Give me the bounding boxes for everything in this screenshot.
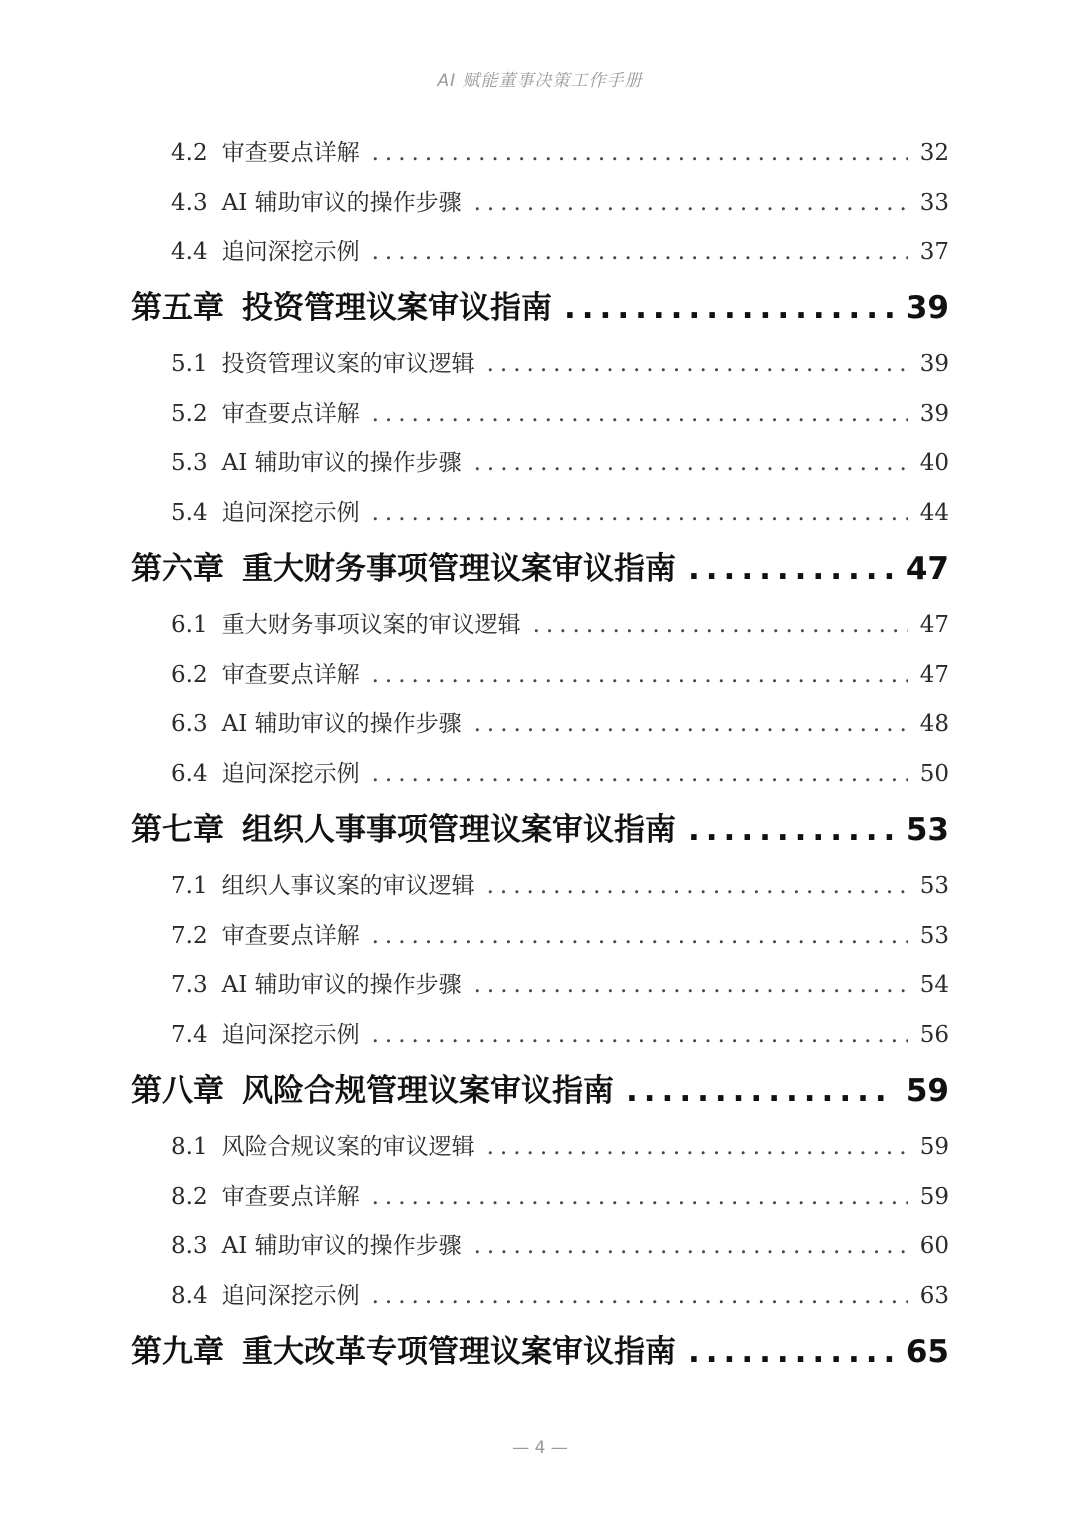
chapter-title: 风险合规管理议案审议指南: [242, 1073, 614, 1109]
section-number: 7.1: [171, 873, 208, 899]
section-title: 投资管理议案的审议逻辑: [221, 351, 475, 377]
dot-leader: [474, 190, 908, 216]
toc-entry-chapter[interactable]: [131, 1065, 949, 1110]
section-number: 8.2: [171, 1184, 208, 1210]
dot-leader: [372, 401, 908, 427]
dot-leader: [564, 290, 894, 326]
toc-entry-chapter[interactable]: [131, 804, 949, 849]
page-number: 65: [905, 1334, 949, 1370]
section-title: 组织人事议案的审议逻辑: [221, 873, 475, 899]
dot-leader: [688, 812, 894, 848]
page-number: 53: [905, 812, 949, 848]
section-number: 5.4: [171, 500, 208, 526]
section-number: 4.3: [171, 190, 208, 216]
section-title: 追问深挖示例: [221, 1022, 360, 1048]
page-number: 50: [919, 761, 949, 787]
section-number: 7.4: [171, 1022, 208, 1048]
toc-entry-chapter[interactable]: [131, 282, 949, 327]
page-number: 47: [919, 612, 949, 638]
chapter-number: 第九章: [131, 1334, 224, 1370]
dot-leader: [688, 1334, 894, 1370]
toc-entry-section[interactable]: [171, 494, 949, 527]
page-number: 33: [919, 190, 949, 216]
dot-leader: [626, 1073, 894, 1109]
section-title: 风险合规议案的审议逻辑: [221, 1134, 475, 1160]
dot-leader: [487, 1134, 908, 1160]
page-number: 53: [919, 923, 949, 949]
chapter-title: 重大改革专项管理议案审议指南: [242, 1334, 676, 1370]
toc-entry-section[interactable]: [171, 1178, 949, 1211]
page-number: 47: [905, 551, 949, 587]
page-number: 53: [919, 873, 949, 899]
dot-leader: [474, 711, 908, 737]
dot-leader: [474, 972, 908, 998]
section-number: 6.2: [171, 662, 208, 688]
section-title: 追问深挖示例: [221, 500, 360, 526]
toc-entry-chapter[interactable]: [131, 543, 949, 588]
dot-leader: [372, 923, 908, 949]
toc-entry-section[interactable]: [171, 966, 949, 999]
dot-leader: [372, 1283, 908, 1309]
chapter-title: 组织人事事项管理议案审议指南: [242, 812, 676, 848]
section-number: 6.4: [171, 761, 208, 787]
dot-leader: [474, 450, 908, 476]
dot-leader: [688, 551, 894, 587]
section-title: 重大财务事项议案的审议逻辑: [221, 612, 521, 638]
toc-entry-section[interactable]: [171, 656, 949, 689]
toc-entry-section[interactable]: [171, 1016, 949, 1049]
chapter-number: 第八章: [131, 1073, 224, 1109]
toc-entry-section[interactable]: [171, 1128, 949, 1161]
page-number: 40: [919, 450, 949, 476]
page-number: 32: [919, 140, 949, 166]
page-number: 39: [919, 351, 949, 377]
chapter-number: 第六章: [131, 551, 224, 587]
section-title: 追问深挖示例: [221, 239, 360, 265]
toc-entry-section[interactable]: [171, 606, 949, 639]
dot-leader: [372, 140, 908, 166]
toc-entry-section[interactable]: [171, 705, 949, 738]
running-header: AI 赋能董事决策工作手册: [437, 71, 643, 91]
toc-entry-section[interactable]: [171, 233, 949, 266]
section-title: 审查要点详解: [221, 923, 360, 949]
section-title: 审查要点详解: [221, 1184, 360, 1210]
section-number: 5.1: [171, 351, 208, 377]
toc-entry-section[interactable]: [171, 1227, 949, 1260]
chapter-number: 第七章: [131, 812, 224, 848]
dot-leader: [372, 1022, 908, 1048]
page-number: 39: [905, 290, 949, 326]
page-number: 54: [919, 972, 949, 998]
dot-leader: [487, 873, 908, 899]
dot-leader: [372, 500, 908, 526]
toc-entry-section[interactable]: [171, 345, 949, 378]
section-number: 4.2: [171, 140, 208, 166]
section-title: AI 辅助审议的操作步骤: [221, 1233, 462, 1259]
section-number: 8.1: [171, 1134, 208, 1160]
section-number: 5.3: [171, 450, 208, 476]
dot-leader: [487, 351, 908, 377]
dot-leader: [474, 1233, 908, 1259]
page-number: 59: [905, 1073, 949, 1109]
toc-entry-section[interactable]: [171, 134, 949, 167]
section-title: AI 辅助审议的操作步骤: [221, 190, 462, 216]
page-number: 63: [919, 1283, 949, 1309]
page-footer: — 4 —: [512, 1438, 568, 1458]
section-number: 7.2: [171, 923, 208, 949]
section-title: AI 辅助审议的操作步骤: [221, 450, 462, 476]
section-number: 6.3: [171, 711, 208, 737]
section-title: 追问深挖示例: [221, 1283, 360, 1309]
dot-leader: [372, 761, 908, 787]
page-number: 47: [919, 662, 949, 688]
page-number: 39: [919, 401, 949, 427]
section-title: 审查要点详解: [221, 140, 360, 166]
page-number: 60: [919, 1233, 949, 1259]
section-number: 7.3: [171, 972, 208, 998]
section-number: 8.4: [171, 1283, 208, 1309]
toc-entry-section[interactable]: [171, 917, 949, 950]
toc-entry-section[interactable]: [171, 755, 949, 788]
chapter-number: 第五章: [131, 290, 224, 326]
toc-entry-section[interactable]: [171, 444, 949, 477]
page-number: 37: [919, 239, 949, 265]
section-number: 8.3: [171, 1233, 208, 1259]
page-number: 56: [919, 1022, 949, 1048]
section-number: 6.1: [171, 612, 208, 638]
chapter-title: 投资管理议案审议指南: [242, 290, 552, 326]
page-number: 59: [919, 1184, 949, 1210]
dot-leader: [372, 239, 908, 265]
toc-entry-section[interactable]: [171, 395, 949, 428]
toc-entry-section[interactable]: [171, 867, 949, 900]
toc-entry-chapter[interactable]: [131, 1326, 949, 1371]
toc-entry-section[interactable]: [171, 1277, 949, 1310]
dot-leader: [372, 662, 908, 688]
section-title: 追问深挖示例: [221, 761, 360, 787]
section-number: 5.2: [171, 401, 208, 427]
dot-leader: [533, 612, 908, 638]
page-number: 59: [919, 1134, 949, 1160]
section-title: AI 辅助审议的操作步骤: [221, 972, 462, 998]
page-number: 44: [919, 500, 949, 526]
dot-leader: [372, 1184, 908, 1210]
page-number: 48: [919, 711, 949, 737]
section-title: AI 辅助审议的操作步骤: [221, 711, 462, 737]
chapter-title: 重大财务事项管理议案审议指南: [242, 551, 676, 587]
section-title: 审查要点详解: [221, 662, 360, 688]
section-number: 4.4: [171, 239, 208, 265]
toc-entry-section[interactable]: [171, 184, 949, 217]
section-title: 审查要点详解: [221, 401, 360, 427]
